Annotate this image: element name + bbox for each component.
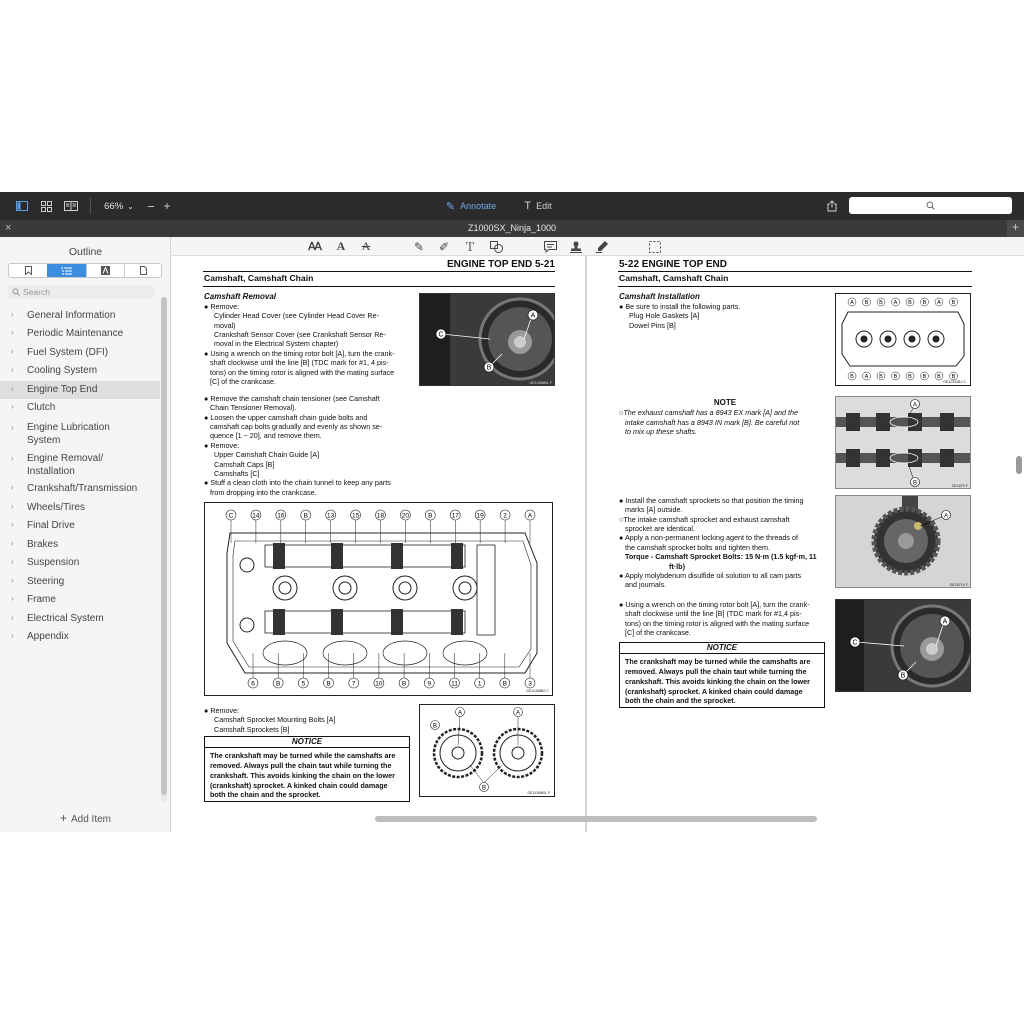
chevron-right-icon: › [11,483,14,492]
page-subtitle: Camshaft, Camshaft Chain [204,273,314,283]
sidebar-toggle-icon[interactable] [14,198,30,214]
callout-label: 6 [251,680,255,688]
svg-text:A: A [943,513,949,520]
highlighter-icon[interactable]: ✐ [438,239,450,254]
textbox-icon[interactable]: Ｔ [463,240,476,254]
outline-sidebar [0,237,171,832]
svg-text:B: B [900,672,906,680]
bookmark-icon [25,266,32,275]
callout-label: B [303,512,308,520]
chevron-right-icon: › [11,328,14,337]
callout-label: B [922,300,927,306]
stamp-icon[interactable] [568,239,584,254]
chevron-right-icon: › [11,384,14,393]
chevron-right-icon: › [11,576,14,585]
figure-code: GE1870 F [951,484,968,488]
search-icon [926,201,935,210]
section-text-1: ● Remove: Cylinder Head Cover (see Cylinder Head Cover Re- moval) Crankshaft Sensor Cover (see Crankshaft Sensor Re- moval in the Electrical System chapter) ● Using a wrench on the timing rotor bolt [A], turn the crank- shaft clockwise until the line [B] (TDC mark for #1, 4 pis- tons) on the timing rotor is aligned with the mating surface [C] of the crankcase. [204,302,395,386]
add-item-button[interactable]: + Add Item [59,811,112,825]
callout-label: 11 [451,680,458,688]
chevron-down-icon: ⌄ [127,201,134,211]
callout-label: B [850,374,854,380]
sidebar-scrollbar-thumb[interactable] [161,297,167,795]
outline-item-crankshaft-transmission[interactable]: › Crankshaft/Transmission [11,483,138,494]
callout-b: B [486,364,492,372]
outline-item-suspension[interactable]: › Suspension [11,557,80,568]
page-5-22 [587,256,1024,832]
search-input[interactable] [849,197,1012,214]
section-title: Camshaft Removal [204,292,277,301]
callout-label: 19 [476,512,484,520]
outline-item-periodic-maintenance[interactable]: › Periodic Maintenance [11,328,124,339]
notice-box [204,736,410,802]
callout-label: B [326,680,331,688]
page-5-21 [171,256,585,832]
callout-label: 2 [503,512,507,520]
chevron-right-icon: › [11,347,14,356]
callout-label: A [893,300,898,306]
camshaft-sprockets-diagram [419,704,555,797]
pdf-app-window [0,192,1024,832]
callout-label: A [937,300,941,306]
outline-item-steering[interactable]: › Steering [11,576,65,587]
callout-label: 7 [351,680,356,688]
chevron-right-icon: › [11,594,14,603]
search-placeholder: Search [23,287,50,297]
callout-label: B [502,680,507,688]
callout-label: B [428,512,433,520]
outline-item-electrical-system[interactable]: › Electrical System [11,613,104,624]
callout-label: 13 [327,512,335,520]
notice-title: NOTICE [620,643,824,654]
cylinder-head-top-diagram [835,293,971,386]
chevron-right-icon: › [11,539,14,548]
cylinder-head-diagram [204,502,553,696]
notice-body: The crankshaft may be turned while the camshafts are removed. Always pull the chain taut while turning the crankshaft. This avoids kinking the chain on the lower (crankshaft) sprocket. A kinked chain could damage both the chain and the sprocket. [210,751,396,800]
sidebar-title: Outline [68,246,103,258]
callout-label: B [951,374,956,380]
sidebar-view-segmented-control [8,263,162,278]
section-text-2: ● Install the camshaft sprockets so that position the timing marks [A] outside. ○The intake camshaft sprocket and exhaust camshaft sprocket are identical. ● Apply a non-permanent locking agent to the threads of the camshaft sprocket bolts and tighten them. Torque - Camshaft Sprocket Bolts: 15 N·m (1.5 kgf·m, 11 ft·lb) ● Apply molybdenum disulfide oil solution to all cam parts and journals. [619,496,817,590]
callout-label: 16 [277,512,285,520]
annotation-toolbar [171,237,1024,256]
callout-label: 3 [528,680,532,688]
figure-code: GE11368B1 F [529,381,552,385]
annotations-tab[interactable] [86,264,124,277]
horizontal-scrollbar-thumb[interactable] [375,816,817,822]
callout-label: B [937,374,941,380]
text-style-icon[interactable]: Ꜳ [308,241,322,253]
callout-label: B [401,680,407,688]
selection-icon[interactable] [647,239,663,254]
callout-label: B [893,374,898,380]
callout-label: 15 [351,512,360,520]
timing-rotor-photo [419,293,555,386]
two-page-view-icon[interactable] [62,198,80,214]
pencil-icon[interactable]: ✎ [413,239,425,254]
svg-text:A: A [942,618,948,626]
svg-text:A: A [457,710,463,717]
pen-icon: ✎ [445,200,456,213]
svg-text:A: A [912,402,918,409]
outline-item-wheels-tires[interactable]: › Wheels/Tires [11,502,85,513]
outline-item-appendix[interactable]: › Appendix [11,631,69,642]
svg-text:A: A [515,710,521,717]
grid-view-icon[interactable] [38,198,54,214]
svg-text:B: B [481,785,487,792]
edit-label: Edit [536,201,552,211]
outline-item-engine-lubrication-system[interactable]: › Engine Lubrication System [11,422,110,446]
signature-icon[interactable] [594,239,610,254]
chevron-right-icon: › [11,454,14,463]
outline-item-engine-top-end[interactable]: › Engine Top End [0,381,160,399]
chevron-right-icon: › [11,423,14,432]
note-title: NOTE [713,398,737,407]
comment-icon[interactable] [542,239,558,254]
document-tab-bar [0,220,1024,237]
notice-box [619,642,825,708]
chevron-right-icon: › [11,613,14,622]
outline-item-general-information[interactable]: › General Information [11,310,116,321]
zoom-out-button[interactable]: − [147,198,155,214]
page-header: ENGINE TOP END 5-21 [447,259,555,270]
callout-label: 14 [252,512,260,520]
svg-text:C: C [852,639,858,647]
chevron-right-icon: › [11,502,14,511]
chevron-right-icon: › [11,365,14,374]
chevron-right-icon: › [11,557,14,566]
figure-code: GE11368B1 F [527,791,550,795]
callout-label: 5 [301,680,306,688]
callout-label: 17 [451,512,459,520]
section-text-2: ● Remove the camshaft chain tensioner (see Camshaft Chain Tensioner Removal). ● Loosen the upper camshaft chain guide bolts and camshaft cap bolts gradually and evenly as shown se- quence [1 ~ 20], and remove them. ● Remove: Upper Camshaft Chain Guide [A] Camshaft Caps [B] Camshafts [C] ● Stuff a clean cloth into the chain tunnel to keep any parts from dropping into the crankcase. [204,394,391,497]
share-icon[interactable] [824,198,840,214]
main-toolbar [0,192,1024,220]
figure-code: GE11368B2 C [526,689,549,693]
notice-title: NOTICE [205,737,409,748]
bookmarks-tab[interactable] [9,264,47,277]
callout-label: B [908,374,912,380]
document-title: Z1000SX_Ninja_1000 [467,223,557,233]
callout-label: 20 [401,512,410,520]
chevron-right-icon: › [11,402,14,411]
annotate-label: Annotate [460,201,497,211]
outline-item-fuel-system[interactable]: › Fuel System (DFI) [11,347,109,358]
strikethrough-icon[interactable]: A [361,239,371,253]
document-viewer [171,256,1024,832]
camshafts-photo [835,396,971,489]
search-icon [12,288,20,296]
figure-code: GE18710 F [949,583,968,587]
outline-item-cooling-system[interactable]: › Cooling System [11,365,98,376]
callout-label: B [879,374,883,380]
zoom-in-button[interactable]: + [163,199,171,213]
timing-rotor-photo [835,599,971,692]
pages-tab[interactable] [124,264,162,277]
callout-label: C [228,512,234,520]
edit-button[interactable] [518,198,558,214]
callout-label: A [864,374,869,380]
note-block: NOTE ○The exhaust camshaft has a 8943 EX mark [A] and the intake camshaft has a 8943 IN mark [B]. Be careful not to mix up these shafts. [619,398,831,436]
chevron-right-icon: › [11,631,14,640]
callout-label: B [864,300,869,306]
callout-a: A [530,312,536,320]
callout-label: 1 [477,680,482,688]
svg-text:B: B [912,480,918,487]
section-title: Camshaft Installation [619,292,700,301]
callout-label: B [276,680,281,688]
close-tab-icon[interactable]: × [5,222,12,234]
callout-label: 18 [376,512,385,520]
outline-item-final-drive[interactable]: › Final Drive [11,520,75,531]
chevron-right-icon: › [11,520,14,529]
sidebar-scrollbar[interactable] [161,297,167,802]
svg-text:B: B [432,723,438,730]
callout-label: B [922,374,927,380]
figure-code: GE11334B1 C [943,380,966,384]
page-subtitle: Camshaft, Camshaft Chain [619,273,729,283]
section-text-3: ● Remove: Camshaft Sprocket Mounting Bolts [A] Camshaft Sprockets [B] [204,706,336,734]
plus-icon: + [59,811,67,825]
text-edit-icon: T [524,200,532,212]
callout-label: 10 [375,680,383,688]
outline-tab[interactable] [47,264,86,277]
callout-label: 9 [427,680,432,688]
text-icon[interactable]: A [336,239,346,253]
outline-item-brakes[interactable]: › Brakes [11,539,59,550]
page-icon [140,266,147,275]
callout-label: A [527,512,533,520]
zoom-dropdown[interactable] [100,198,138,214]
camshaft-sprocket-photo [835,495,971,588]
section-text-1: ● Be sure to install the following parts. Plug Hole Gaskets [A] Dowel Pins [B] [619,302,741,330]
page-header: 5-22 ENGINE TOP END [619,259,727,270]
outline-item-engine-removal-installation[interactable]: › Engine Removal/ Installation [11,453,104,477]
outline-search-field[interactable] [8,285,154,299]
list-icon [61,267,72,275]
outline-item-frame[interactable]: › Frame [11,594,56,605]
callout-label: B [908,300,912,306]
section-text-3: ● Using a wrench on the timing rotor bolt [A], turn the crank- shaft clockwise until the line [B] (TDC mark for #1,4 pis- tons) on the timing rotor is aligned with the mating surface [C] of the crankcase. [619,600,810,638]
zoom-level: 66% [104,200,124,212]
annotate-button[interactable] [440,198,502,214]
outline-item-clutch[interactable]: › Clutch [11,402,56,413]
callout-label: B [951,300,956,306]
new-tab-button[interactable]: + [1007,220,1024,237]
callout-c: C [438,331,444,339]
shapes-icon[interactable] [488,239,504,254]
annotation-icon [101,266,110,275]
chevron-right-icon: › [11,310,14,319]
vertical-scrollbar-thumb[interactable] [1016,456,1022,474]
callout-label: A [850,300,854,306]
notice-body: The crankshaft may be turned while the camshafts are removed. Always pull the chain taut while turning the crankshaft. This avoids kinking the chain on the lower (crankshaft) sprocket. A kinked chain could damage both the chain and the sprocket. [625,657,811,706]
callout-label: B [879,300,883,306]
